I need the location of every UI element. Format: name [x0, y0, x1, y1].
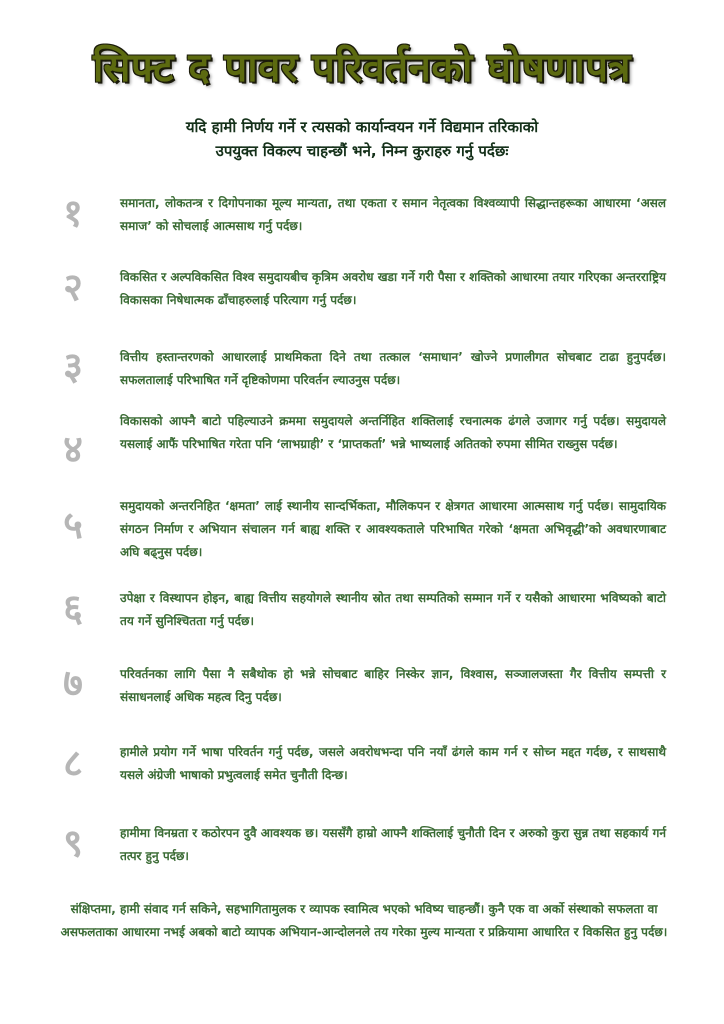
subtitle-line-2: उपयुक्त विकल्प चाहन्छौं भने, निम्न कुराहरु गर्नु पर्दछः: [215, 142, 509, 160]
page-title: सिफ्ट द पावर परिवर्तनको घोषणापत्र: [92, 45, 632, 91]
item-number: ४: [63, 427, 83, 471]
conclusion-paragraph: संक्षिप्तमा, हामी संवाद गर्न सकिने, सहभागितामुलक र व्यापक स्वामित्व भएको भविष्य चाहन्छौं। कुनै एक वा अर्को संस्थाको सफलता वा असफलताका आधारमा नभई अबको बाटो व्यापक अभियान-आन्दोलनले तय गरेका मुल्य मान्यता र प्रक्रियामा आधारित र विकसित हुनु पर्दछ।: [60, 902, 668, 939]
item-number: ७: [63, 661, 83, 705]
item-number: ५: [63, 503, 83, 547]
item-text: हामीमा विनम्रता र कठोरपन दुवै आवश्यक छ। यससँगै हाम्रो आफ्नै शक्तिलाई चुनौती दिन र अरुको कुरा सुन्न तथा सहकार्य गर्न तत्पर हुनु पर्दछ।: [120, 826, 666, 863]
item-text: समुदायको अन्तरनिहित ‘क्षमता’ लाई स्थानीय सान्दर्भिकता, मौलिकपन र क्षेत्रगत आधारमा आत्मसाथ गर्नु पर्दछ। सामुदायिक संगठन निर्माण र अभियान संचालन गर्न बाह्य शक्ति र आवश्यकताले परिभाषित गरेको ‘क्षमता अभिवृद्धी’को अवधारणाबाट अघि बढ्नुस पर्दछ।: [120, 499, 666, 559]
item-text: विकासको आफ्नै बाटो पहिल्याउने क्रममा समुदायले अन्तर्निहित शक्तिलाई रचनात्मक ढंगले उजागर गर्नु पर्दछ। समुदायले यसलाई आफैं परिभाषित गरेता पनि ‘लाभग्राही’ र ‘प्राप्तकर्ता’ भन्ने भाष्यलाई अतितको रुपमा सीमित राख्नुस पर्दछ।: [120, 414, 666, 451]
item-number: ६: [63, 586, 83, 630]
item-text: परिवर्तनका लागि पैसा नै सबैथोक हो भन्ने सोचबाट बाहिर निस्केर ज्ञान, विश्वास, सञ्जालजस्ता गैर वित्तीय सम्पत्ती र संसाधनलाई अधिक महत्व दिनु पर्दछ।: [120, 667, 666, 704]
item-text: हामीले प्रयोग गर्ने भाषा परिवर्तन गर्नु पर्दछ, जसले अवरोधभन्दा पनि नयाँ ढंगले काम गर्न र सोच्न मद्दत गर्दछ, र साथसाथै यसले अंग्रेजी भाषाको प्रभुत्वलाई समेत चुनौती दिन्छ।: [120, 745, 666, 782]
intro-subtitle: [40, 115, 684, 163]
item-number: ३: [63, 344, 83, 388]
item-number: ८: [63, 741, 83, 785]
item-text: समानता, लोकतन्त्र र दिगोपनाका मूल्य मान्यता, तथा एकता र समान नेतृत्वका विश्वव्यापी सिद्धान्तहरूका आधारमा ‘असल समाज’ को सोचलाई आत्मसाथ गर्नु पर्दछ।: [120, 196, 666, 233]
item-text: विकसित र अल्पविकसित विश्व समुदायबीच कृत्रिम अवरोध खडा गर्ने गरी पैसा र शक्तिको आधारमा तयार गरिएका अन्तरराष्ट्रिय विकासका निषेधात्मक ढाँचाहरुलाई परित्याग गर्नु पर्दछ।: [120, 270, 666, 307]
subtitle-line-1: यदि हामी निर्णय गर्ने र त्यसको कार्यान्वयन गर्ने विद्यमान तरिकाको: [185, 118, 539, 136]
item-number: २: [63, 265, 83, 309]
item-number: ९: [63, 821, 83, 865]
item-number: १: [63, 191, 83, 235]
item-text: वित्तीय हस्तान्तरणको आधारलाई प्राथमिकता दिने तथा तत्काल ‘समाधान’ खोज्ने प्रणालीगत सोचबाट टाढा हुनुपर्दछ। सफलतालाई परिभाषित गर्ने दृष्टिकोणमा परिवर्तन ल्याउनुस पर्दछ।: [120, 350, 666, 387]
item-text: उपेक्षा र विस्थापन होइन, बाह्य वित्तीय सहयोगले स्थानीय स्रोत तथा सम्पतिको सम्मान गर्ने र यसैको आधारमा भविष्यको बाटो तय गर्ने सुनिश्चितता गर्नु पर्दछ।: [120, 591, 666, 628]
